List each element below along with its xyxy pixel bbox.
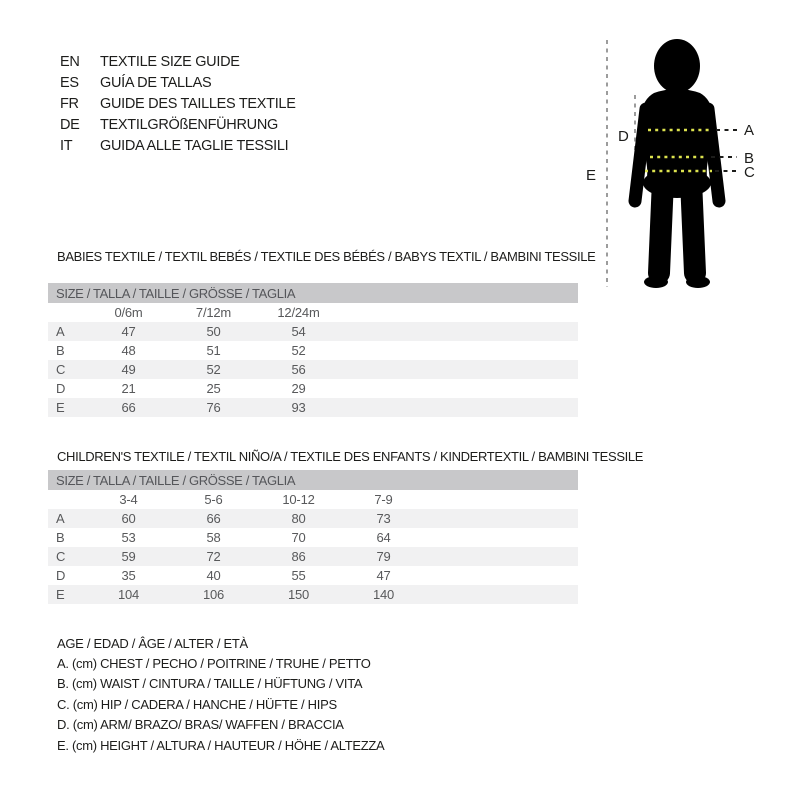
table-cell: 49 [121,362,136,377]
child-silhouette [635,39,719,288]
table-cell: 47 [376,568,391,583]
table-body [48,322,578,417]
table-cell: 21 [121,381,136,396]
table-row [48,528,578,547]
table-cell: 86 [291,549,306,564]
legend-height: E. (cm) HEIGHT / ALTURA / HAUTEUR / HÖHE / ALTEZZA [57,737,385,753]
measurement-diagram [580,25,800,295]
lang-label: GUIDA ALLE TAGLIE TESSILI [100,137,289,154]
silhouette-right-arm [708,109,719,201]
figure-label-d: D [618,128,629,145]
children-size-table [48,470,578,604]
measurement-legend [57,633,384,755]
legend-age: AGE / EDAD / ÂGE / ALTER / ETÀ [57,635,248,651]
table-cell: 106 [202,587,225,602]
table-cell: 64 [376,530,391,545]
table-row [48,547,578,566]
legend-waist: B. (cm) WAIST / CINTURA / TAILLE / HÜFTUNG / VITA [57,676,363,692]
row-label: B [56,343,65,358]
table-cell: 53 [121,530,136,545]
lang-code: EN [60,53,80,70]
table-cell: 60 [121,511,136,526]
row-label: C [56,549,66,564]
table-cell: 54 [291,324,306,339]
table-cell: 47 [121,324,136,339]
table-size-header: SIZE / TALLA / TAILLE / GRÖSSE / TAGLIA [48,283,578,303]
lang-row-it [60,135,296,156]
table-cell: 140 [372,587,395,602]
table-cell: 66 [206,511,221,526]
legend-arm: D. (cm) ARM/ BRAZO/ BRAS/ WAFFEN / BRACCIA [57,717,344,733]
column-header: 12/24m [277,305,320,320]
table-size-header: SIZE / TALLA / TAILLE / GRÖSSE / TAGLIA [48,470,578,490]
child-silhouette-figure [580,25,800,295]
table-row [48,322,578,341]
table-cell: 66 [121,400,136,415]
table-cell: 50 [206,324,221,339]
table-cell: 29 [291,381,306,396]
lang-code: FR [60,95,79,112]
table-row [48,379,578,398]
silhouette-right-foot [686,276,710,288]
column-header: 7/12m [195,305,232,320]
table-row [48,398,578,417]
lang-code: ES [60,74,79,91]
legend-hip: C. (cm) HIP / CADERA / HANCHE / HÜFTE / HIPS [57,696,337,712]
column-header: 0/6m [114,305,143,320]
table-column-headers [48,490,578,509]
lang-row-es [60,72,296,93]
table-cell: 76 [206,400,221,415]
table-cell: 104 [117,587,140,602]
row-label: C [56,362,66,377]
lang-label: GUIDE DES TAILLES TEXTILE [100,95,296,112]
table-cell: 35 [121,568,136,583]
table-cell: 80 [291,511,306,526]
table-cell: 93 [291,400,306,415]
language-title-block [60,51,296,156]
column-header: 10-12 [282,492,315,507]
table-cell: 52 [206,362,221,377]
table-cell: 48 [121,343,136,358]
lang-code: DE [60,116,80,133]
lang-row-de [60,114,296,135]
table-cell: 25 [206,381,221,396]
table-cell: 52 [291,343,306,358]
table-cell: 150 [287,587,310,602]
silhouette-right-leg [691,180,695,273]
table-body [48,509,578,604]
figure-label-e: E [586,167,596,184]
table-row [48,585,578,604]
table-column-headers [48,303,578,322]
lang-code: IT [60,137,73,154]
silhouette-left-arm [635,109,646,201]
babies-section-title: BABIES TEXTILE / TEXTIL BEBÉS / TEXTILE DES BÉBÉS / BABYS TEXTIL / BAMBINI TESSILE [57,249,596,264]
row-label: D [56,381,66,396]
column-header: 7-9 [374,492,393,507]
figure-label-a: A [744,122,754,139]
table-cell: 58 [206,530,221,545]
row-label: D [56,568,66,583]
lang-label: TEXTILGRÖßENFÜHRUNG [100,116,278,133]
table-cell: 72 [206,549,221,564]
silhouette-left-leg [659,180,663,273]
table-cell: 55 [291,568,306,583]
row-label: A [56,511,65,526]
figure-label-c: C [744,164,755,181]
table-row [48,341,578,360]
table-cell: 56 [291,362,306,377]
table-cell: 79 [376,549,391,564]
children-section-title: CHILDREN'S TEXTILE / TEXTIL NIÑO/A / TEXTILE DES ENFANTS / KINDERTEXTIL / BAMBINI TESSILE [57,449,644,464]
row-label: B [56,530,65,545]
table-row [48,509,578,528]
lang-label: GUÍA DE TALLAS [100,74,212,91]
table-cell: 70 [291,530,306,545]
row-label: E [56,400,65,415]
column-header: 3-4 [119,492,138,507]
legend-chest: A. (cm) CHEST / PECHO / POITRINE / TRUHE / PETTO [57,656,371,672]
lang-row-en [60,51,296,72]
babies-size-table [48,283,578,417]
table-cell: 40 [206,568,221,583]
lang-label: TEXTILE SIZE GUIDE [100,53,240,70]
table-cell: 73 [376,511,391,526]
row-label: A [56,324,65,339]
table-cell: 51 [206,343,221,358]
column-header: 5-6 [204,492,223,507]
lang-row-fr [60,93,296,114]
table-cell: 59 [121,549,136,564]
silhouette-left-foot [644,276,668,288]
figure-label-b: B [744,150,754,167]
row-label: E [56,587,65,602]
table-row [48,360,578,379]
table-row [48,566,578,585]
